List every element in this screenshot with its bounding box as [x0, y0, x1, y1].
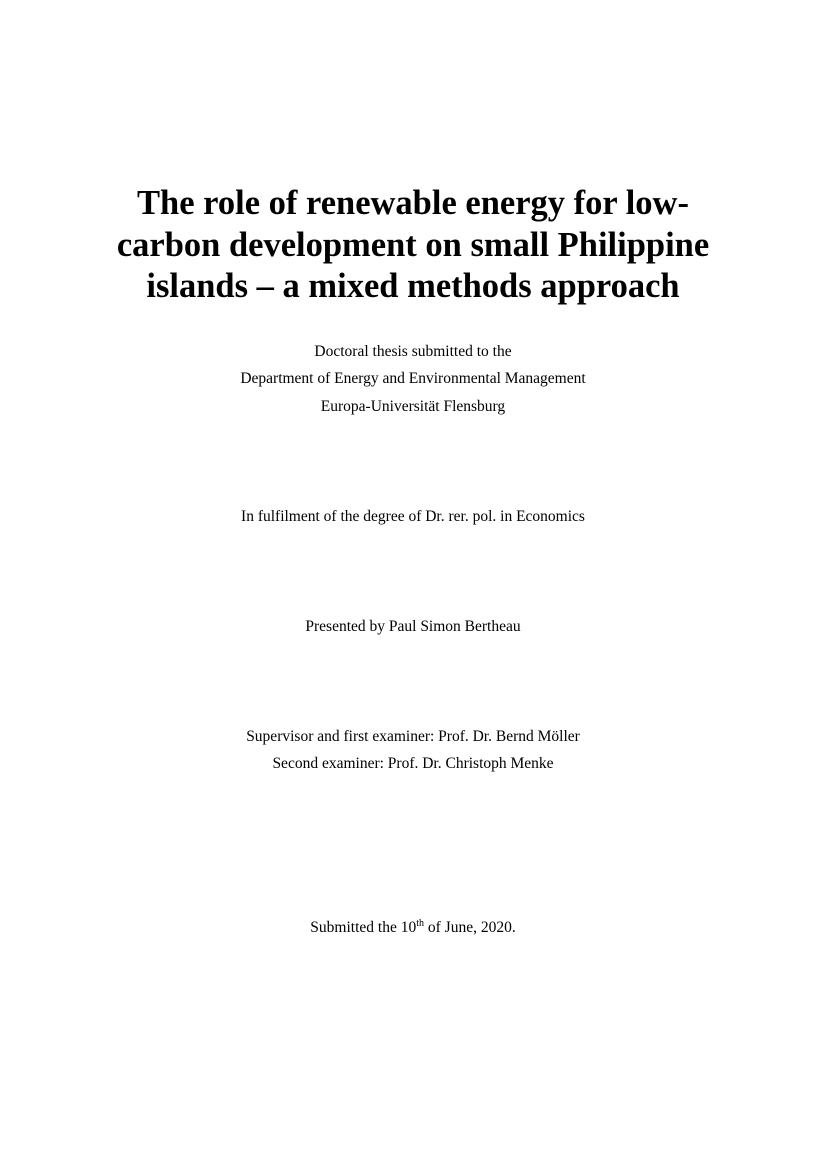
- submission-statement: Doctoral thesis submitted to the: [314, 343, 512, 360]
- first-examiner: Supervisor and first examiner: Prof. Dr. Bernd Möller: [246, 728, 580, 745]
- thesis-title-line-2: carbon development on small Philippine: [116, 225, 710, 264]
- second-examiner: Second examiner: Prof. Dr. Christoph Menke: [272, 755, 554, 772]
- submission-date: [0, 918, 826, 938]
- degree-statement: In fulfilment of the degree of Dr. rer. pol. in Economics: [241, 508, 585, 525]
- submission-date-suffix: of June, 2020.: [424, 919, 516, 936]
- department-name: Department of Energy and Environmental Management: [240, 370, 586, 387]
- submission-date-prefix: Submitted the 10: [310, 919, 417, 936]
- submission-date-ordinal: th: [416, 918, 424, 929]
- thesis-title-line-1: The role of renewable energy for low-: [137, 184, 689, 222]
- presenter-statement: Presented by Paul Simon Bertheau: [305, 618, 521, 635]
- thesis-title-line-3: islands – a mixed methods approach: [146, 267, 680, 305]
- thesis-title: [60, 183, 766, 308]
- university-name: Europa-Universität Flensburg: [320, 398, 506, 415]
